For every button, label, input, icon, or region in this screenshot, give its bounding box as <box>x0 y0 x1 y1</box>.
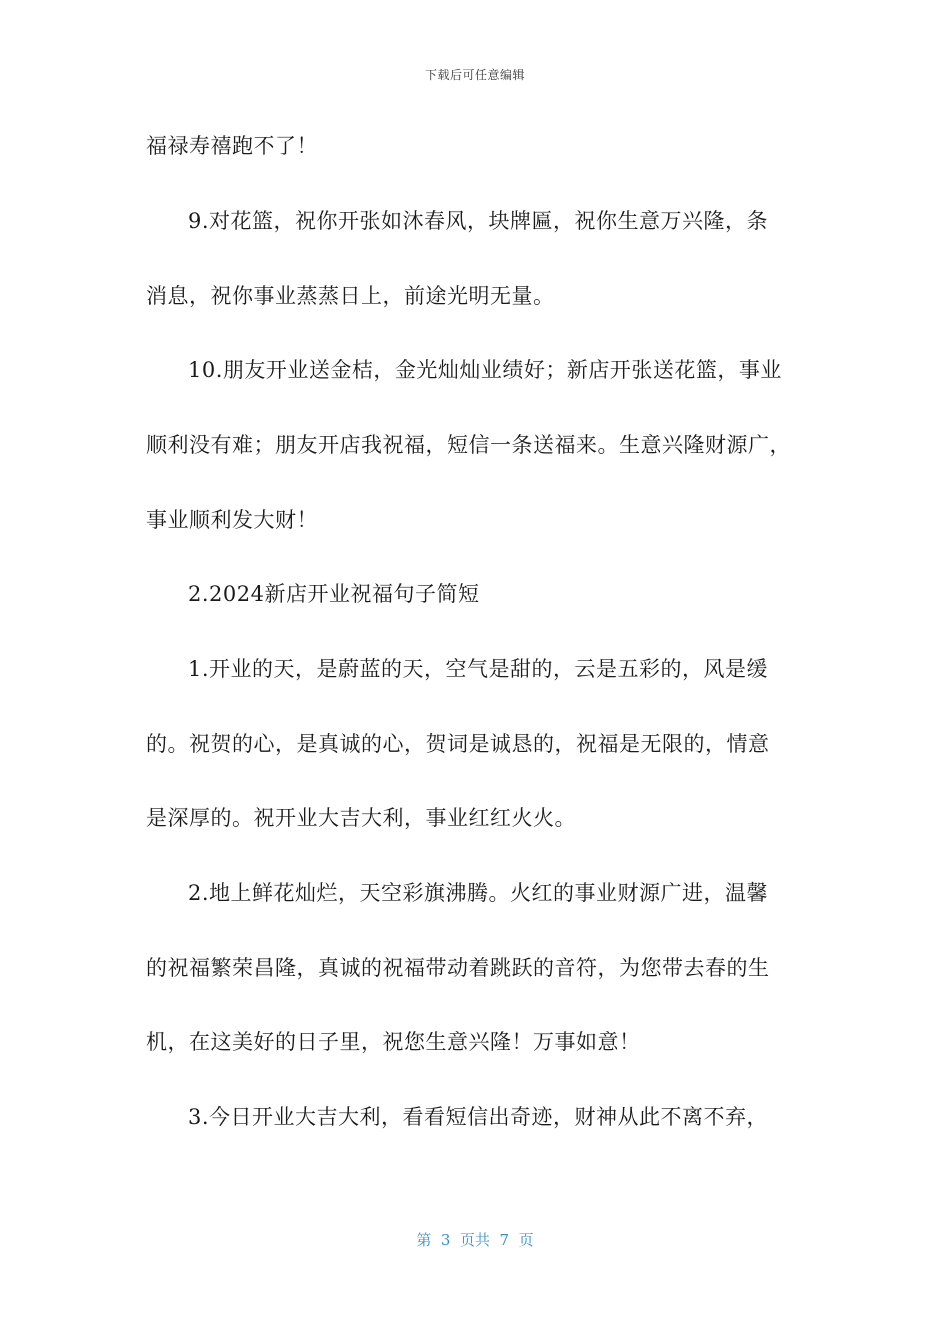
text-line: 2.地上鲜花灿烂，天空彩旗沸腾。火红的事业财源广进，温馨 <box>188 881 769 905</box>
text-line: 1.开业的天，是蔚蓝的天，空气是甜的，云是五彩的，风是缓 <box>188 657 769 681</box>
section-heading: 2.2024新店开业祝福句子简短 <box>188 582 480 606</box>
text-line: 消息，祝你事业蒸蒸日上，前途光明无量。 <box>146 284 555 308</box>
text-line: 的祝福繁荣昌隆，真诚的祝福带动着跳跃的音符，为您带去春的生 <box>146 956 770 980</box>
page-header: 下载后可任意编辑 <box>424 68 525 82</box>
text-line: 10.朋友开业送金桔，金光灿灿业绩好；新店开张送花篮，事业 <box>188 358 782 382</box>
text-line: 是深厚的。祝开业大吉大利，事业红红火火。 <box>146 806 576 830</box>
text-line: 顺利没有难；朋友开店我祝福，短信一条送福来。生意兴隆财源广， <box>146 433 791 457</box>
text-line: 3.今日开业大吉大利，看看短信出奇迹，财神从此不离不弃， <box>188 1105 769 1129</box>
text-line: 福禄寿禧跑不了！ <box>146 134 318 158</box>
text-line: 9.对花篮，祝你开张如沐春风，块牌匾，祝你生意万兴隆，条 <box>188 209 769 233</box>
text-line: 机，在这美好的日子里，祝您生意兴隆！万事如意！ <box>146 1030 641 1054</box>
text-line: 事业顺利发大财！ <box>146 508 318 532</box>
text-line: 的。祝贺的心，是真诚的心，贺词是诚恳的，祝福是无限的，情意 <box>146 732 770 756</box>
page-number-footer: 第 3 页共 7 页 <box>416 1231 534 1249</box>
